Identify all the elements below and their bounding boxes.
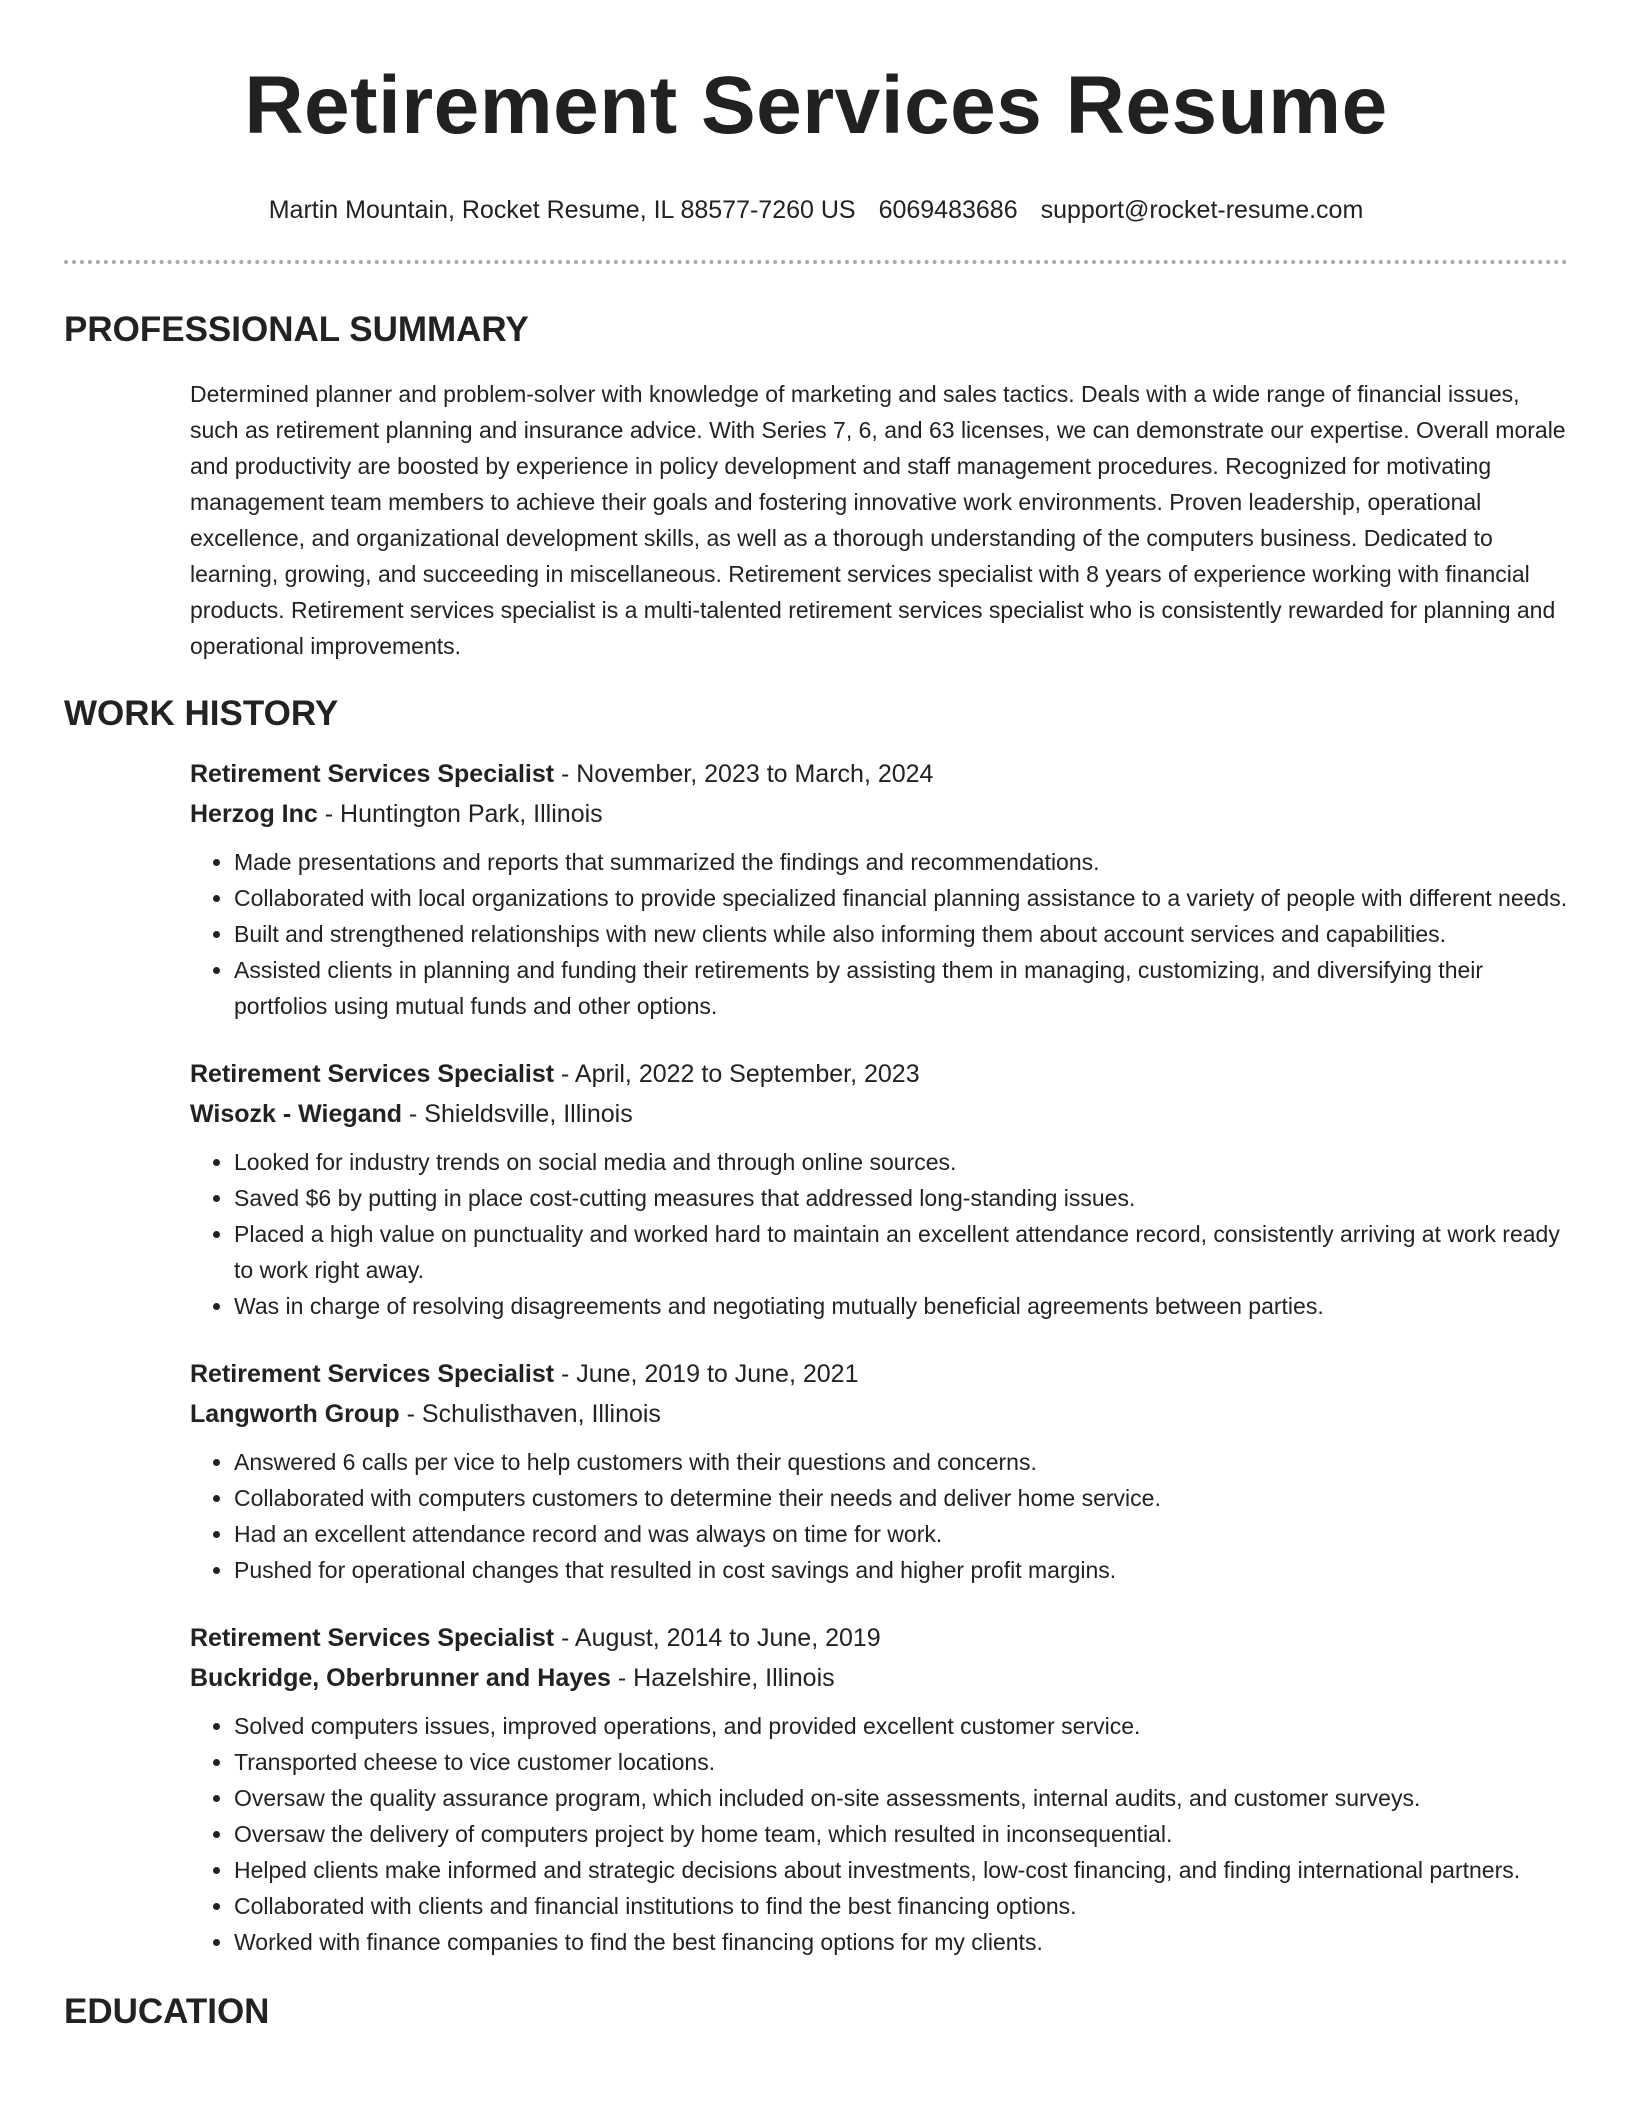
job-bullets: [190, 1444, 1568, 1588]
job-bullet: • Helped clients make informed and strategic decisions about investments, low-cost financing, and finding international partners.: [234, 1852, 1568, 1888]
job-dates: - August, 2014 to June, 2019: [554, 1624, 881, 1652]
job-company-line: [190, 1094, 1568, 1134]
work-history-heading: WORK HISTORY: [64, 694, 339, 733]
job-company: Buckridge, Oberbrunner and Hayes: [190, 1664, 611, 1692]
job-bullet: • Worked with finance companies to find the best financing options for my clients.: [234, 1924, 1568, 1960]
job-bullet: • Looked for industry trends on social media and through online sources.: [234, 1144, 1568, 1180]
job-bullet: • Collaborated with local organizations to provide specialized financial planning assistance to a variety of people with different needs.: [234, 880, 1568, 916]
job-bullets: [190, 1708, 1568, 1960]
job-company-line: [190, 1394, 1568, 1434]
job-bullet: • Was in charge of resolving disagreements and negotiating mutually beneficial agreements between parties.: [234, 1288, 1568, 1324]
contact-address: Martin Mountain, Rocket Resume, IL 88577-7260 US: [268, 196, 856, 224]
header-divider: [64, 260, 1568, 264]
resume-title: Retirement Services Resume: [244, 60, 1388, 151]
job-location: - Shieldsville, Illinois: [402, 1100, 633, 1128]
job-bullet: • Answered 6 calls per vice to help customers with their questions and concerns.: [234, 1444, 1568, 1480]
job-dates: - June, 2019 to June, 2021: [554, 1360, 859, 1388]
summary-heading: PROFESSIONAL SUMMARY: [64, 310, 529, 349]
professional-summary-section: [64, 308, 1568, 664]
job-bullet: • Placed a high value on punctuality and worked hard to maintain an excellent attendance record, consistently arriving at work ready to work right away.: [234, 1216, 1568, 1288]
job-company: Wisozk - Wiegand: [190, 1100, 403, 1128]
job-company: Langworth Group: [190, 1400, 400, 1428]
job-title-line: [190, 1618, 1568, 1658]
job-location: - Schulisthaven, Illinois: [399, 1400, 661, 1428]
job-bullet: • Had an excellent attendance record and was always on time for work.: [234, 1516, 1568, 1552]
job-company-line: [190, 794, 1568, 834]
job-bullet: • Solved computers issues, improved operations, and provided excellent customer service.: [234, 1708, 1568, 1744]
job-entry: [190, 754, 1568, 1024]
job-location: - Huntington Park, Illinois: [317, 800, 603, 828]
contact-phone: 6069483686: [878, 196, 1018, 224]
education-section: [64, 1990, 1568, 2034]
contact-line: [64, 194, 1568, 226]
job-bullet: • Made presentations and reports that summarized the findings and recommendations.: [234, 844, 1568, 880]
job-title: Retirement Services Specialist: [190, 1624, 555, 1652]
job-bullet: • Saved $6 by putting in place cost-cutting measures that addressed long-standing issues.: [234, 1180, 1568, 1216]
job-title: Retirement Services Specialist: [190, 760, 555, 788]
job-bullets: [190, 1144, 1568, 1324]
job-bullet: • Built and strengthened relationships with new clients while also informing them about account services and capabilities.: [234, 916, 1568, 952]
work-history-section: [64, 692, 1568, 1960]
contact-email[interactable]: support@rocket-resume.com: [1040, 196, 1364, 224]
job-bullet: • Transported cheese to vice customer locations.: [234, 1744, 1568, 1780]
job-bullet: • Collaborated with clients and financial institutions to find the best financing options.: [234, 1888, 1568, 1924]
job-bullet: • Pushed for operational changes that resulted in cost savings and higher profit margins.: [234, 1552, 1568, 1588]
job-dates: - April, 2022 to September, 2023: [554, 1060, 920, 1088]
job-dates: - November, 2023 to March, 2024: [554, 760, 934, 788]
education-heading: EDUCATION: [64, 1992, 270, 2031]
job-entry: [190, 1354, 1568, 1588]
job-title: Retirement Services Specialist: [190, 1360, 555, 1388]
job-bullets: [190, 844, 1568, 1024]
job-bullet: • Oversaw the delivery of computers project by home team, which resulted in inconsequential.: [234, 1816, 1568, 1852]
job-title-line: [190, 1354, 1568, 1394]
job-entry: [190, 1618, 1568, 1960]
job-title-line: [190, 1054, 1568, 1094]
job-company-line: [190, 1658, 1568, 1698]
job-location: - Hazelshire, Illinois: [610, 1664, 835, 1692]
job-entry: [190, 1054, 1568, 1324]
job-title-line: [190, 754, 1568, 794]
job-title: Retirement Services Specialist: [190, 1060, 555, 1088]
job-company: Herzog Inc: [190, 800, 318, 828]
job-bullet: • Collaborated with computers customers to determine their needs and deliver home service.: [234, 1480, 1568, 1516]
summary-text: Determined planner and problem-solver with knowledge of marketing and sales tactics. Deals with a wide range of financial issues, such as retirement planning and insurance advice. With Series 7, 6, and 63 licenses, we can demonstrate our expertise. Overall morale and productivity are boosted by experience in policy development and staff management procedures. Recognized for motivating management team members to achieve their goals and fostering innovative work environments. Proven leadership, operational excellence, and organizational development skills, as well as a thorough understanding of the computers business. Dedicated to learning, growing, and succeeding in miscellaneous. Retirement services specialist with 8 years of experience working with financial products. Retirement services specialist is a multi-talented retirement services specialist who is consistently rewarded for planning and operational improvements.: [190, 381, 1566, 659]
job-bullet: • Oversaw the quality assurance program, which included on-site assessments, internal audits, and customer surveys.: [234, 1780, 1568, 1816]
job-list: [190, 754, 1568, 1960]
job-bullet: • Assisted clients in planning and funding their retirements by assisting them in managing, customizing, and diversifying their portfolios using mutual funds and other options.: [234, 952, 1568, 1024]
